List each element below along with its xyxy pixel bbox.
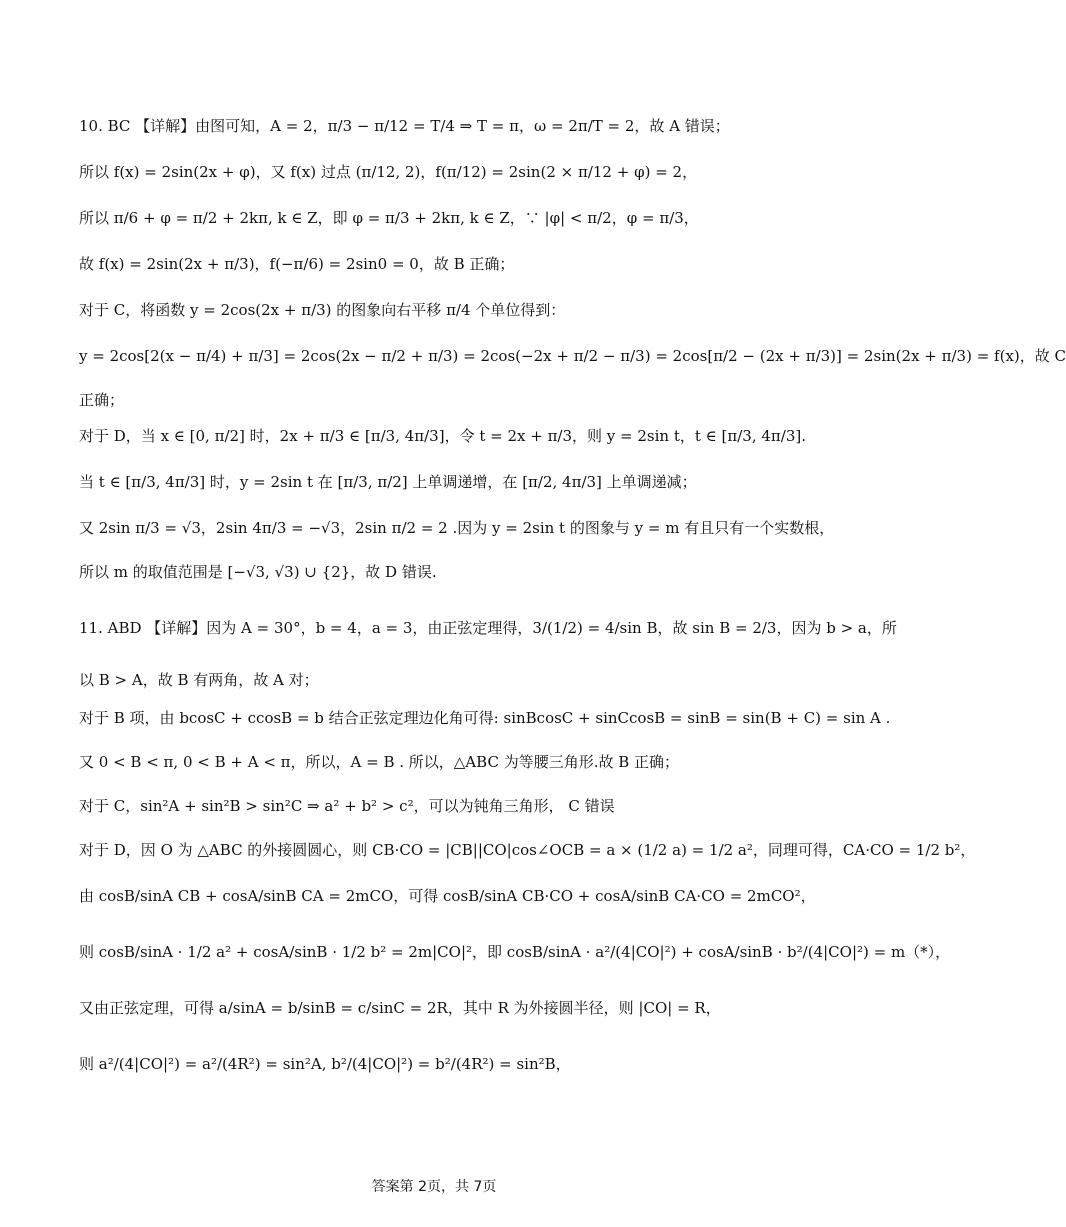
solution-line-p11-8: 则 cosB/sinA · 1/2 a² + cosA/sinB · 1/2 b² = 2m|CO|²，即 cosB/sinA · a²/(4|CO|²) + cosA/sinB · b²/(4|CO|²) = m（*）， (79, 943, 951, 961)
solution-line-p10-11: 所以 m 的取值范围是 [−√3, √3) ∪ {2}，故 D 错误. (79, 563, 437, 581)
solution-line-p11-6: 对于 D，因 O 为 △ABC 的外接圆圆心，则 CB·CO = |CB||CO|cos∠OCB = a × (1/2 a) = 1/2 a²，同理可得，CA·CO = 1/2 b²， (79, 841, 976, 859)
solution-line-p10-7: 正确； (79, 391, 125, 409)
solution-line-p10-3: 所以 π/6 + φ = π/2 + 2kπ, k ∈ Z，即 φ = π/3 + 2kπ, k ∈ Z，∵ |φ| < π/2，φ = π/3， (79, 209, 699, 227)
solution-line-p10-6: y = 2cos[2(x − π/4) + π/3] = 2cos(2x − π/2 + π/3) = 2cos(−2x + π/2 − π/3) = 2cos[π/2 − (2x + π/3)] = 2sin(2x + π/3) = f(x)，故 C (79, 347, 1066, 365)
solution-line-p10-8: 对于 D，当 x ∈ [0, π/2] 时，2x + π/3 ∈ [π/3, 4π/3]，令 t = 2x + π/3，则 y = 2sin t，t ∈ [π/3, 4π/3]. (79, 427, 807, 445)
solution-line-p10-2: 所以 f(x) = 2sin(2x + φ)，又 f(x) 过点 (π/12, 2)，f(π/12) = 2sin(2 × π/12 + φ) = 2， (79, 163, 698, 181)
solution-line-p10-9: 当 t ∈ [π/3, 4π/3] 时，y = 2sin t 在 [π/3, π/2] 上单调递增，在 [π/2, 4π/3] 上单调递减； (79, 473, 697, 491)
solution-line-p11-2: 以 B > A，故 B 有两角，故 A 对； (79, 671, 319, 689)
solution-line-p11-5: 对于 C，sin²A + sin²B > sin²C ⇒ a² + b² > c²，可以为钝角三角形， C 错误 (79, 797, 615, 815)
solution-line-p10-1: 10. BC 【详解】由图可知，A = 2，π/3 − π/12 = T/4 ⇒ T = π，ω = 2π/T = 2，故 A 错误； (79, 117, 730, 135)
solution-line-p11-9: 又由正弦定理，可得 a/sinA = b/sinB = c/sinC = 2R，其中 R 为外接圆半径，则 |CO| = R， (79, 999, 721, 1017)
solution-line-p11-1: 11. ABD 【详解】因为 A = 30°，b = 4，a = 3，由正弦定理得，3/(1/2) = 4/sin B，故 sin B = 2/3，因为 b > a，所 (79, 619, 897, 637)
solution-line-p11-4: 又 0 < B < π, 0 < B + A < π，所以，A = B . 所以，△ABC 为等腰三角形.故 B 正确； (79, 753, 680, 771)
page-footer: 答案第 2页，共 7页 (371, 1179, 497, 1195)
solution-line-p10-5: 对于 C，将函数 y = 2cos(2x + π/3) 的图象向右平移 π/4 个单位得到： (79, 301, 566, 319)
solution-line-p10-4: 故 f(x) = 2sin(2x + π/3)，f(−π/6) = 2sin0 = 0，故 B 正确； (79, 255, 515, 273)
solution-line-p10-10: 又 2sin π/3 = √3，2sin 4π/3 = −√3，2sin π/2 = 2 .因为 y = 2sin t 的图象与 y = m 有且只有一个实数根， (79, 519, 835, 537)
solution-line-p11-7: 由 cosB/sinA CB + cosA/sinB CA = 2mCO，可得 cosB/sinA CB·CO + cosA/sinB CA·CO = 2mCO²， (79, 887, 816, 905)
solution-line-p11-10: 则 a²/(4|CO|²) = a²/(4R²) = sin²A, b²/(4|CO|²) = b²/(4R²) = sin²B， (79, 1055, 571, 1073)
solution-line-p11-3: 对于 B 项，由 bcosC + ccosB = b 结合正弦定理边化角可得: sinBcosC + sinCcosB = sinB = sin(B + C) = sin A . (79, 709, 891, 727)
